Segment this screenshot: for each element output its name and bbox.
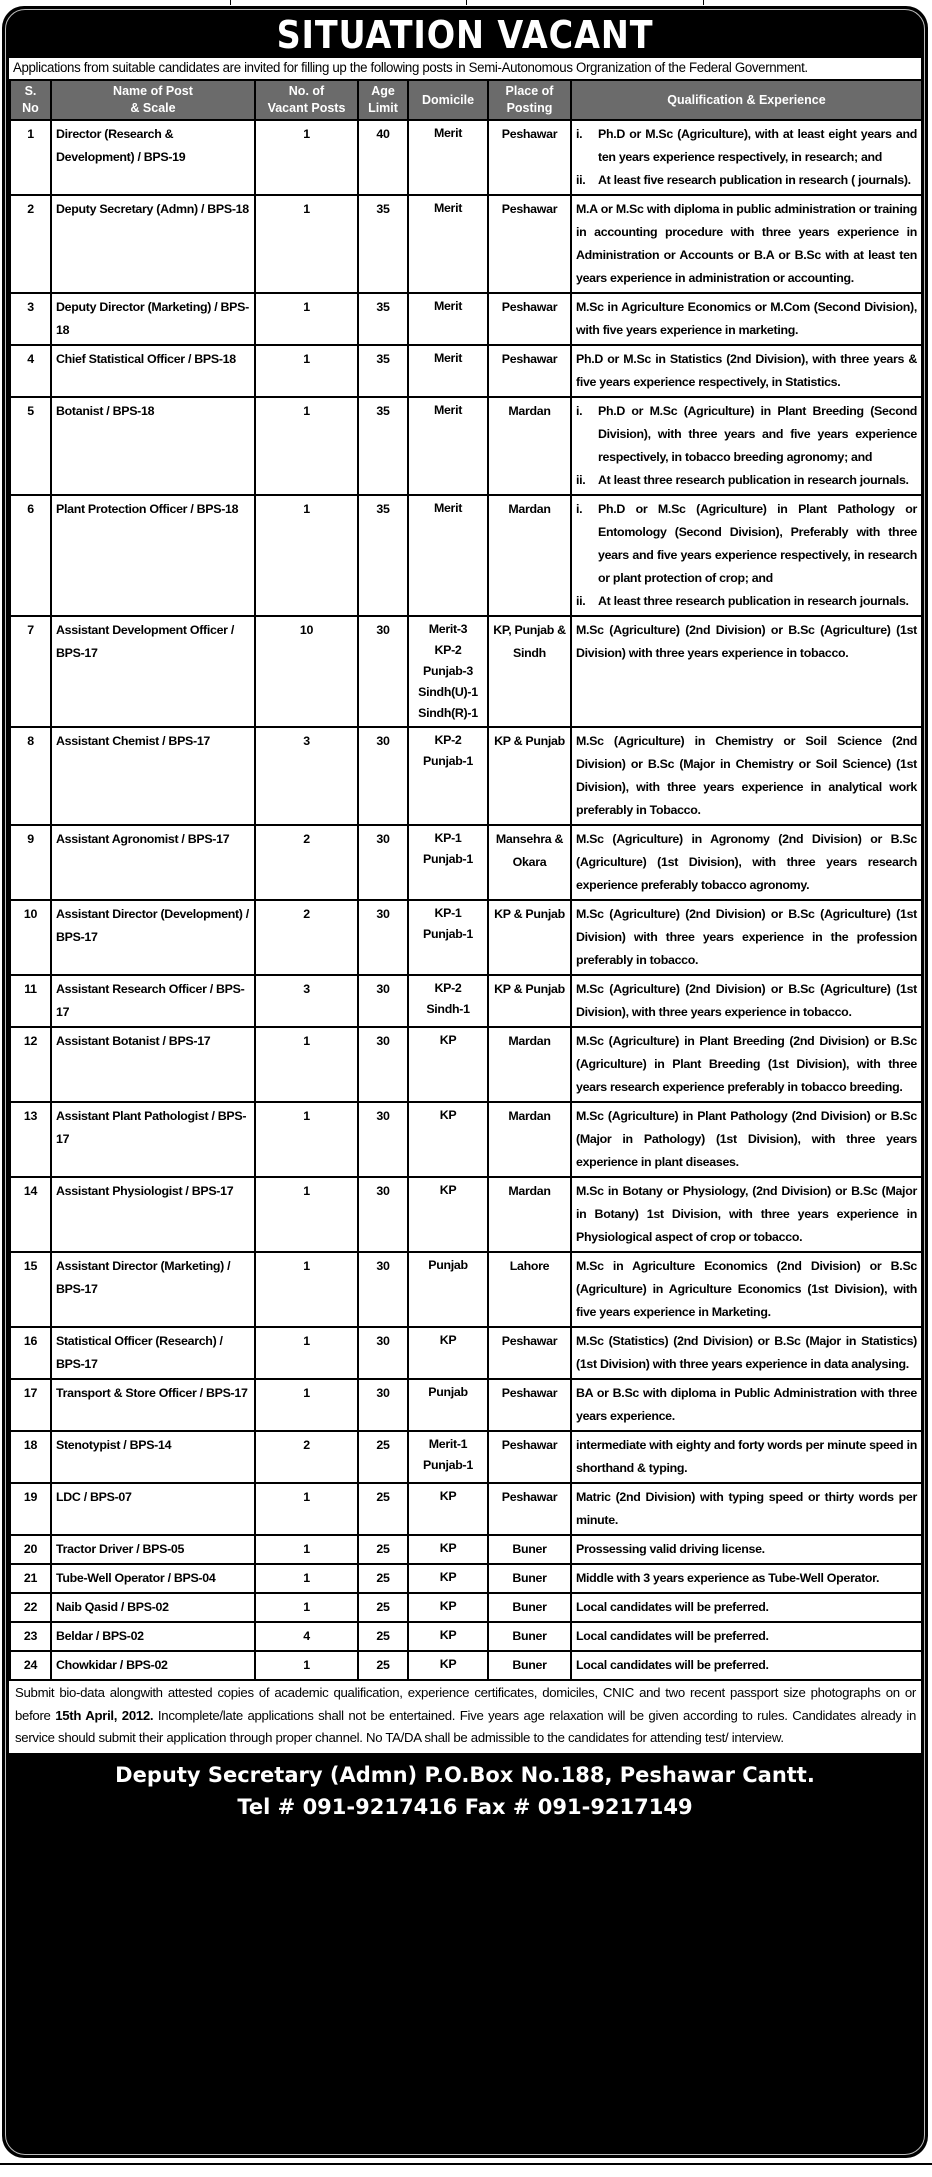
cell-domicile — [408, 1564, 488, 1593]
cell-age-limit: 30 — [358, 1102, 408, 1177]
cell-qualification: M.Sc in Agriculture Economics or M.Com (Second Division), with five years experience in marketing. — [571, 293, 922, 345]
cell-place-of-posting: Peshawar — [488, 1431, 571, 1483]
table-row — [10, 1252, 922, 1327]
cell-vacant-posts: 3 — [255, 727, 358, 825]
cell-sno: 6 — [10, 495, 51, 616]
table-row — [10, 1379, 922, 1431]
advertisement-frame — [2, 6, 928, 2158]
cell-post-name: LDC / BPS-07 — [51, 1483, 255, 1535]
domicile-quota: Sindh(R)-1 — [418, 706, 478, 720]
cell-place-of-posting: Peshawar — [488, 293, 571, 345]
table-row — [10, 397, 922, 495]
cell-vacant-posts: 1 — [255, 345, 358, 397]
cell-post-name: Assistant Physiologist / BPS-17 — [51, 1177, 255, 1252]
cell-vacant-posts: 1 — [255, 1177, 358, 1252]
cell-post-name: Plant Protection Officer / BPS-18 — [51, 495, 255, 616]
cell-sno: 8 — [10, 727, 51, 825]
cell-post-name: Assistant Botanist / BPS-17 — [51, 1027, 255, 1102]
cell-age-limit: 30 — [358, 727, 408, 825]
cell-sno: 20 — [10, 1535, 51, 1564]
cell-place-of-posting: Buner — [488, 1535, 571, 1564]
cell-qualification: M.Sc (Agriculture) in Agronomy (2nd Division) or B.Sc (Agriculture) (1st Division), with three years research experience preferably tobacco agronomy. — [571, 825, 922, 900]
cell-qualification: M.Sc (Agriculture) (2nd Division) or B.Sc (Agriculture) (1st Division), with three years experience in tobacco. — [571, 975, 922, 1027]
domicile-quota: KP-2 — [434, 643, 462, 657]
cell-sno: 9 — [10, 825, 51, 900]
cell-domicile — [408, 1027, 488, 1102]
cell-sno: 3 — [10, 293, 51, 345]
table-row — [10, 975, 922, 1027]
domicile-quota: Merit — [433, 351, 463, 365]
cell-place-of-posting: Mardan — [488, 1102, 571, 1177]
contact-phones: Tel # 091-9217416 Fax # 091-9217149 — [237, 1795, 693, 1819]
vacancy-table — [9, 79, 923, 1681]
cell-place-of-posting: Mardan — [488, 1027, 571, 1102]
domicile-quota: KP-1 — [434, 906, 462, 920]
contact-address: Deputy Secretary (Admn) P.O.Box No.188, Peshawar Cantt. — [115, 1763, 815, 1787]
cell-place-of-posting: Peshawar — [488, 1379, 571, 1431]
cell-vacant-posts: 2 — [255, 825, 358, 900]
cell-vacant-posts: 1 — [255, 1327, 358, 1379]
domicile-quota: Sindh-1 — [426, 1002, 470, 1016]
page-title: SITUATION VACANT — [276, 13, 654, 57]
cell-domicile — [408, 1379, 488, 1431]
cell-sno: 22 — [10, 1593, 51, 1622]
table-row — [10, 293, 922, 345]
cell-place-of-posting: Lahore — [488, 1252, 571, 1327]
domicile-quota: KP — [439, 1599, 457, 1613]
domicile-quota: KP — [439, 1033, 457, 1047]
cell-place-of-posting: Peshawar — [488, 195, 571, 293]
cell-place-of-posting: Mardan — [488, 397, 571, 495]
domicile-quota: Merit — [433, 403, 463, 417]
qualification-item: ii. At least three research publication in research journals. — [576, 594, 909, 608]
cell-domicile — [408, 345, 488, 397]
cell-vacant-posts: 1 — [255, 1564, 358, 1593]
domicile-quota: Merit — [433, 126, 463, 140]
cell-qualification: M.Sc (Agriculture) in Chemistry or Soil Science (2nd Division) or B.Sc (Major in Chemistry or Soil Science) (1st Division), with three years experience in analytical work preferably in Tobacco. — [571, 727, 922, 825]
cell-qualification: M.Sc (Agriculture) in Plant Pathology (2nd Division) or B.Sc (Major in Pathology) (1st Division), with three years experience in plant diseases. — [571, 1102, 922, 1177]
cell-age-limit: 30 — [358, 975, 408, 1027]
domicile-quota: KP — [439, 1489, 457, 1503]
bottom-rule — [0, 2163, 932, 2165]
cell-qualification: intermediate with eighty and forty words per minute speed in shorthand & typing. — [571, 1431, 922, 1483]
cell-vacant-posts: 1 — [255, 1483, 358, 1535]
domicile-quota: KP-2 — [434, 733, 462, 747]
cell-age-limit: 30 — [358, 1327, 408, 1379]
cell-qualification: Local candidates will be preferred. — [571, 1651, 922, 1680]
qualification-item: i. Ph.D or M.Sc (Agriculture), with at least eight years and ten years experience respectively, in research; and — [576, 127, 917, 164]
domicile-quota: Punjab-3 — [423, 664, 473, 678]
table-row — [10, 1027, 922, 1102]
cell-vacant-posts: 2 — [255, 1431, 358, 1483]
cell-post-name: Assistant Director (Development) / BPS-17 — [51, 900, 255, 975]
cell-sno: 23 — [10, 1622, 51, 1651]
domicile-quota: Punjab-1 — [423, 1458, 473, 1472]
cell-vacant-posts: 1 — [255, 397, 358, 495]
table-row — [10, 1431, 922, 1483]
cell-vacant-posts: 1 — [255, 293, 358, 345]
cell-place-of-posting: KP & Punjab — [488, 727, 571, 825]
col-header-name: Name of Post & Scale — [51, 80, 255, 120]
cell-place-of-posting: Buner — [488, 1651, 571, 1680]
domicile-quota: Punjab — [428, 1385, 468, 1399]
table-row — [10, 1177, 922, 1252]
cell-post-name: Director (Research & Development) / BPS-19 — [51, 120, 255, 195]
domicile-quota: Punjab-1 — [423, 754, 473, 768]
cell-qualification — [571, 495, 922, 616]
cell-qualification: Ph.D or M.Sc in Statistics (2nd Division), with three years & five years experience respectively, in Statistics. — [571, 345, 922, 397]
cell-age-limit: 40 — [358, 120, 408, 195]
cell-age-limit: 25 — [358, 1651, 408, 1680]
cell-place-of-posting: KP, Punjab & Sindh — [488, 616, 571, 727]
advertisement-body — [9, 58, 921, 1753]
cell-qualification: M.Sc in Agriculture Economics (2nd Division) or B.Sc (Agriculture) in Agriculture Economics (1st Division), with five years experience in Marketing. — [571, 1252, 922, 1327]
domicile-quota: KP-2 — [434, 981, 462, 995]
cell-domicile — [408, 825, 488, 900]
cell-vacant-posts: 1 — [255, 1379, 358, 1431]
cell-sno: 5 — [10, 397, 51, 495]
table-header-row — [10, 80, 922, 120]
deadline-date: 15th April, 2012. — [55, 1707, 154, 1723]
cell-domicile — [408, 616, 488, 727]
domicile-quota: KP — [439, 1183, 457, 1197]
cell-age-limit: 25 — [358, 1622, 408, 1651]
cell-domicile — [408, 1622, 488, 1651]
table-row — [10, 825, 922, 900]
cell-age-limit: 30 — [358, 1177, 408, 1252]
cell-domicile — [408, 1535, 488, 1564]
col-header-domicile: Domicile — [408, 80, 488, 120]
cell-domicile — [408, 1327, 488, 1379]
cell-age-limit: 25 — [358, 1431, 408, 1483]
cell-qualification: M.Sc (Agriculture) (2nd Division) or B.Sc (Agriculture) (1st Division) with three years experience in tobacco. — [571, 616, 922, 727]
cell-age-limit: 25 — [358, 1564, 408, 1593]
cell-post-name: Botanist / BPS-18 — [51, 397, 255, 495]
domicile-quota: KP — [439, 1108, 457, 1122]
cell-domicile — [408, 975, 488, 1027]
table-row — [10, 495, 922, 616]
cell-place-of-posting: Buner — [488, 1564, 571, 1593]
col-header-age: Age Limit — [358, 80, 408, 120]
cell-post-name: Assistant Chemist / BPS-17 — [51, 727, 255, 825]
qualification-item: i. Ph.D or M.Sc (Agriculture) in Plant Breeding (Second Division), with three years and five years experience respectively, in tobacco breeding agronomy; and — [576, 404, 917, 464]
cell-place-of-posting: Buner — [488, 1593, 571, 1622]
domicile-quota: Punjab-1 — [423, 852, 473, 866]
cell-age-limit: 25 — [358, 1593, 408, 1622]
cell-qualification: Prossessing valid driving license. — [571, 1535, 922, 1564]
domicile-quota: KP — [439, 1657, 457, 1671]
cell-vacant-posts: 3 — [255, 975, 358, 1027]
table-row — [10, 195, 922, 293]
cell-domicile — [408, 1651, 488, 1680]
cell-qualification: Local candidates will be preferred. — [571, 1593, 922, 1622]
cell-sno: 12 — [10, 1027, 51, 1102]
cell-sno: 11 — [10, 975, 51, 1027]
cell-domicile — [408, 195, 488, 293]
table-row — [10, 1622, 922, 1651]
qualification-item: ii. At least three research publication in research journals. — [576, 473, 909, 487]
instructions-text: Submit bio-data alongwith attested copies of academic qualification, experience certificates, domiciles, CNIC and two recent passport size photographs on or before — [15, 1685, 916, 1723]
cell-age-limit: 25 — [358, 1483, 408, 1535]
cell-vacant-posts: 1 — [255, 1651, 358, 1680]
cell-qualification: Matric (2nd Division) with typing speed or thirty words per minute. — [571, 1483, 922, 1535]
cell-post-name: Naib Qasid / BPS-02 — [51, 1593, 255, 1622]
table-row — [10, 1327, 922, 1379]
cell-domicile — [408, 1593, 488, 1622]
cell-vacant-posts: 2 — [255, 900, 358, 975]
domicile-quota: KP — [439, 1628, 457, 1642]
cell-post-name: Assistant Agronomist / BPS-17 — [51, 825, 255, 900]
table-row — [10, 900, 922, 975]
cell-sno: 4 — [10, 345, 51, 397]
table-row — [10, 1564, 922, 1593]
cell-place-of-posting: KP & Punjab — [488, 975, 571, 1027]
cell-post-name: Assistant Plant Pathologist / BPS-17 — [51, 1102, 255, 1177]
cell-post-name: Chowkidar / BPS-02 — [51, 1651, 255, 1680]
table-row — [10, 345, 922, 397]
cell-qualification — [571, 397, 922, 495]
cell-sno: 15 — [10, 1252, 51, 1327]
cell-age-limit: 30 — [358, 616, 408, 727]
domicile-quota: Merit — [433, 299, 463, 313]
cell-place-of-posting: Mardan — [488, 1177, 571, 1252]
table-row — [10, 727, 922, 825]
cell-domicile — [408, 900, 488, 975]
table-row — [10, 1593, 922, 1622]
cell-domicile — [408, 1483, 488, 1535]
cell-vacant-posts: 1 — [255, 1535, 358, 1564]
cell-sno: 19 — [10, 1483, 51, 1535]
col-header-sno: S. No — [10, 80, 51, 120]
cell-age-limit: 25 — [358, 1535, 408, 1564]
cell-vacant-posts: 1 — [255, 1252, 358, 1327]
cell-qualification: M.Sc in Botany or Physiology, (2nd Division) or B.Sc (Major in Botany) 1st Division, with three years experience in Physiological aspect of crop or tobacco. — [571, 1177, 922, 1252]
instructions-text-cont: Incomplete/late applications shall not be entertained. Five years age relaxation will be given according to rules. Candidates already in service should submit their application through proper channel. No TA/DA shall be admissible to the candidates for attending test/ interview. — [15, 1707, 916, 1745]
cell-sno: 14 — [10, 1177, 51, 1252]
cell-sno: 13 — [10, 1102, 51, 1177]
application-instructions — [9, 1681, 921, 1753]
cell-vacant-posts: 10 — [255, 616, 358, 727]
cell-post-name: Deputy Director (Marketing) / BPS-18 — [51, 293, 255, 345]
cell-sno: 21 — [10, 1564, 51, 1593]
cell-age-limit: 35 — [358, 397, 408, 495]
cell-domicile — [408, 397, 488, 495]
cell-post-name: Tractor Driver / BPS-05 — [51, 1535, 255, 1564]
cell-post-name: Tube-Well Operator / BPS-04 — [51, 1564, 255, 1593]
cell-place-of-posting: KP & Punjab — [488, 900, 571, 975]
cell-post-name: Stenotypist / BPS-14 — [51, 1431, 255, 1483]
cell-qualification: BA or B.Sc with diploma in Public Administration with three years experience. — [571, 1379, 922, 1431]
cell-qualification: Local candidates will be preferred. — [571, 1622, 922, 1651]
domicile-quota: KP-1 — [434, 831, 462, 845]
domicile-quota: Merit-3 — [428, 622, 468, 636]
col-header-place: Place of Posting — [488, 80, 571, 120]
domicile-quota: Merit — [433, 201, 463, 215]
col-header-vacant: No. of Vacant Posts — [255, 80, 358, 120]
cell-domicile — [408, 1252, 488, 1327]
cell-sno: 7 — [10, 616, 51, 727]
cell-qualification: M.Sc (Agriculture) in Plant Breeding (2nd Division) or B.Sc (Agriculture) in Plant Breeding (1st Division), with three years research experience preferably in tobacco breeding. — [571, 1027, 922, 1102]
cell-age-limit: 30 — [358, 900, 408, 975]
cell-sno: 16 — [10, 1327, 51, 1379]
table-row — [10, 120, 922, 195]
table-row — [10, 616, 922, 727]
domicile-quota: Punjab-1 — [423, 927, 473, 941]
cell-vacant-posts: 1 — [255, 120, 358, 195]
qualification-item: ii. At least five research publication in research ( journals). — [576, 173, 911, 187]
cell-qualification: M.Sc (Statistics) (2nd Division) or B.Sc (Major in Statistics) (1st Division) with three years experience in data analysing. — [571, 1327, 922, 1379]
cell-post-name: Statistical Officer (Research) / BPS-17 — [51, 1327, 255, 1379]
domicile-quota: Sindh(U)-1 — [418, 685, 478, 699]
cell-post-name: Assistant Development Officer / BPS-17 — [51, 616, 255, 727]
cell-vacant-posts: 1 — [255, 1593, 358, 1622]
cell-place-of-posting: Mansehra & Okara — [488, 825, 571, 900]
cell-sno: 24 — [10, 1651, 51, 1680]
cell-age-limit: 30 — [358, 1252, 408, 1327]
cell-post-name: Beldar / BPS-02 — [51, 1622, 255, 1651]
domicile-quota: KP — [439, 1570, 457, 1584]
cell-domicile — [408, 1177, 488, 1252]
cell-qualification: M.Sc (Agriculture) (2nd Division) or B.Sc (Agriculture) (1st Division) with three years experience in the profession preferably in tobacco. — [571, 900, 922, 975]
intro-text: Applications from suitable candidates are invited for filling up the following posts in Semi-Autonomous Orgranization of the Federal Government. — [12, 60, 808, 75]
cell-place-of-posting: Buner — [488, 1622, 571, 1651]
cell-sno: 1 — [10, 120, 51, 195]
cell-domicile — [408, 495, 488, 616]
qualification-item: i. Ph.D or M.Sc (Agriculture) in Plant Pathology or Entomology (Second Division), Preferably with three years and five years experience respectively, in research or plant protection of crop; and — [576, 502, 917, 585]
domicile-quota: Punjab — [428, 1258, 468, 1272]
table-row — [10, 1535, 922, 1564]
table-row — [10, 1102, 922, 1177]
cell-post-name: Assistant Director (Marketing) / BPS-17 — [51, 1252, 255, 1327]
cell-domicile — [408, 293, 488, 345]
cell-age-limit: 35 — [358, 345, 408, 397]
cell-qualification — [571, 120, 922, 195]
domicile-quota: Merit-1 — [428, 1437, 468, 1451]
cell-age-limit: 30 — [358, 1379, 408, 1431]
cell-domicile — [408, 1102, 488, 1177]
cell-vacant-posts: 4 — [255, 1622, 358, 1651]
domicile-quota: Merit — [433, 501, 463, 515]
cell-sno: 18 — [10, 1431, 51, 1483]
cell-sno: 2 — [10, 195, 51, 293]
cell-sno: 17 — [10, 1379, 51, 1431]
col-header-qualification: Qualification & Experience — [571, 80, 922, 120]
cell-place-of-posting: Peshawar — [488, 1483, 571, 1535]
cell-domicile — [408, 727, 488, 825]
cell-post-name: Deputy Secretary (Admn) / BPS-18 — [51, 195, 255, 293]
cell-post-name: Chief Statistical Officer / BPS-18 — [51, 345, 255, 397]
cell-age-limit: 30 — [358, 825, 408, 900]
cell-vacant-posts: 1 — [255, 1102, 358, 1177]
cell-sno: 10 — [10, 900, 51, 975]
cell-domicile — [408, 120, 488, 195]
cell-age-limit: 35 — [358, 195, 408, 293]
cell-place-of-posting: Peshawar — [488, 1327, 571, 1379]
cell-place-of-posting: Mardan — [488, 495, 571, 616]
cell-vacant-posts: 1 — [255, 1027, 358, 1102]
cell-vacant-posts: 1 — [255, 495, 358, 616]
cell-place-of-posting: Peshawar — [488, 345, 571, 397]
cell-post-name: Assistant Research Officer / BPS-17 — [51, 975, 255, 1027]
cell-qualification: M.A or M.Sc with diploma in public administration or training in accounting procedure with three years experience in Administration or Accounts or B.A or B.Sc with at least ten years experience in administration or accounting. — [571, 195, 922, 293]
table-row — [10, 1651, 922, 1680]
cell-qualification: Middle with 3 years experience as Tube-Well Operator. — [571, 1564, 922, 1593]
domicile-quota: KP — [439, 1541, 457, 1555]
cell-age-limit: 35 — [358, 495, 408, 616]
cell-domicile — [408, 1431, 488, 1483]
cell-place-of-posting: Peshawar — [488, 120, 571, 195]
cell-age-limit: 35 — [358, 293, 408, 345]
domicile-quota: KP — [439, 1333, 457, 1347]
cell-post-name: Transport & Store Officer / BPS-17 — [51, 1379, 255, 1431]
table-row — [10, 1483, 922, 1535]
cell-vacant-posts: 1 — [255, 195, 358, 293]
cell-age-limit: 30 — [358, 1027, 408, 1102]
